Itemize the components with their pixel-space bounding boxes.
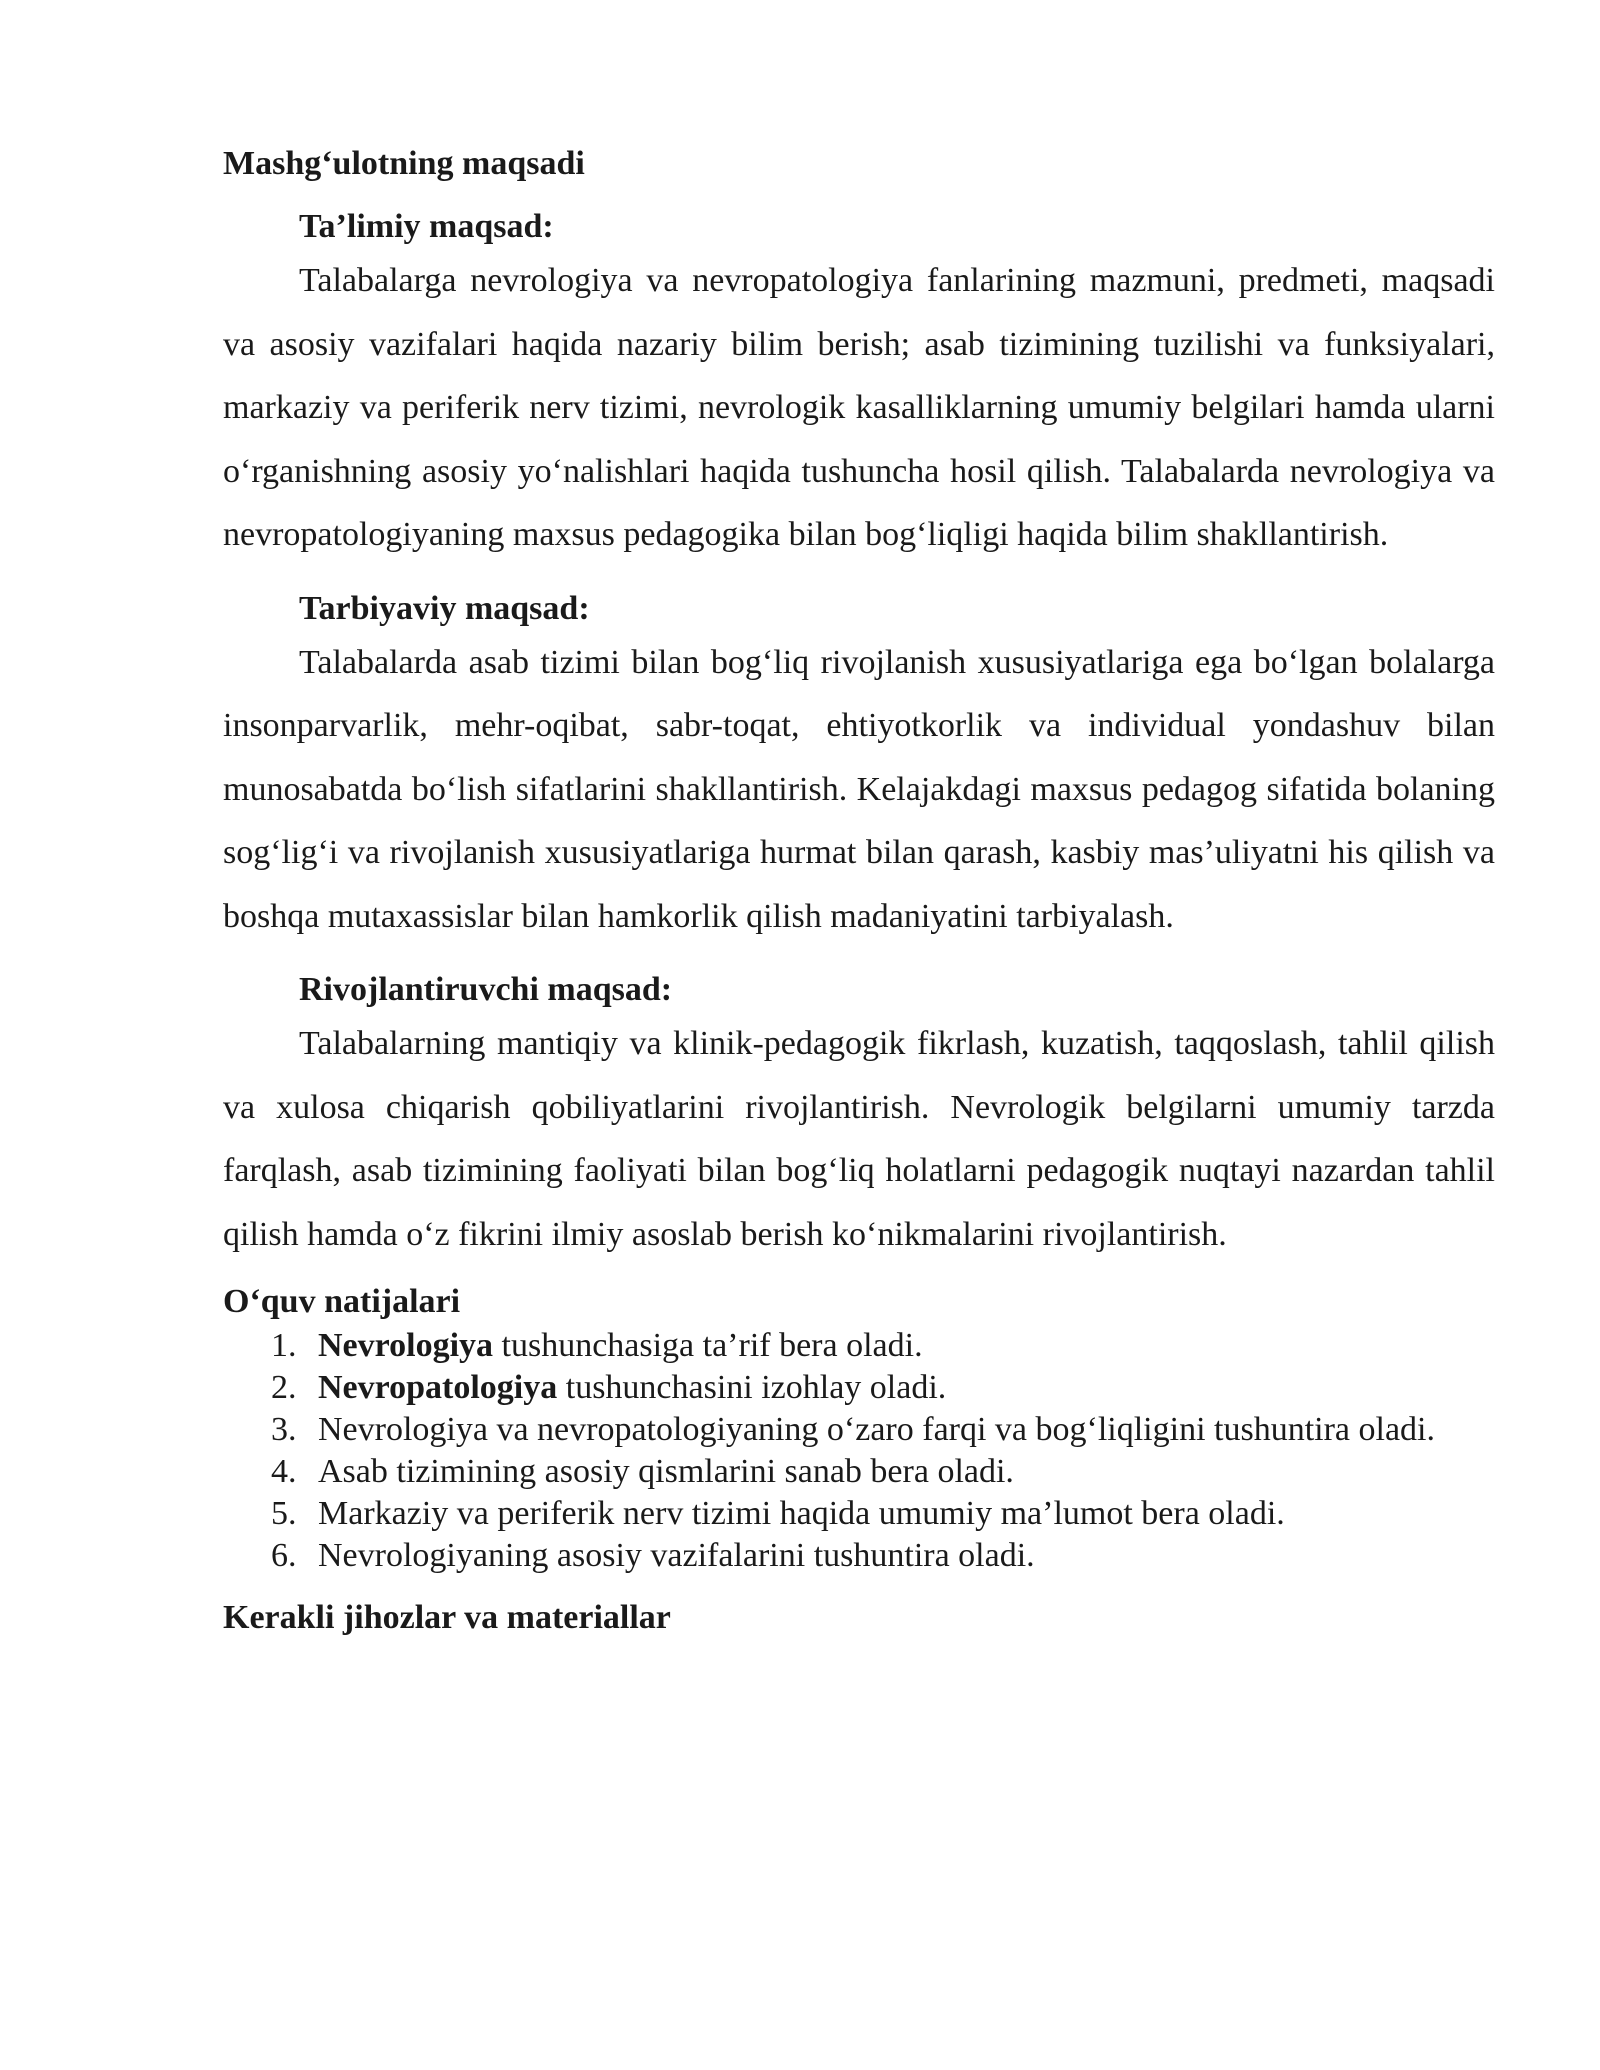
list-item xyxy=(223,1367,1495,1409)
list-item-text: Nevrologiya va nevropatologiyaning o‘zaro farqi va bog‘liqligini tushuntira oladi. xyxy=(318,1411,1435,1448)
list-item-text: Asab tizimining asosiy qismlarini sanab bera oladi. xyxy=(318,1453,1014,1490)
list-item-text: Nevrologiyaning asosiy vazifalarini tushuntira oladi. xyxy=(318,1537,1035,1574)
list-item-number: 6. xyxy=(271,1537,297,1574)
list-item-number: 5. xyxy=(271,1495,297,1532)
list-item-number: 2. xyxy=(271,1369,297,1406)
list-item xyxy=(223,1409,1495,1451)
results-heading: O‘quv natijalari xyxy=(223,1283,461,1320)
list-item xyxy=(223,1325,1495,1367)
document-page xyxy=(223,143,1495,1639)
list-item-text: tushunchasiga ta’rif bera oladi. xyxy=(493,1327,923,1364)
section-text-rivojlantiruvchi: Talabalarning mantiqiy va klinik-pedagogik fikrlash, kuzatish, taqqoslash, tahlil qilish va xulosa chiqarish qobiliyatlarini rivojlantirish. Nevrologik belgilarni umumiy tarzda farqlash, asab tizimining faoliyati bilan bog‘liq holatlarni pedagogik nuqtayi nazardan tahlil qilish hamda o‘z fikrini ilmiy asoslab berish ko‘nikmalarini rivojlantirish. xyxy=(223,1025,1495,1253)
list-item-text: Markaziy va periferik nerv tizimi haqida umumiy ma’lumot bera oladi. xyxy=(318,1495,1285,1532)
section-label-rivojlantiruvchi: Rivojlantiruvchi maqsad: xyxy=(299,971,673,1008)
list-item-bold: Nevrologiya xyxy=(318,1327,494,1364)
list-item-number: 1. xyxy=(271,1327,297,1364)
section-label-tarbiyaviy: Tarbiyaviy maqsad: xyxy=(299,589,590,627)
list-item xyxy=(223,1451,1495,1493)
list-item-number: 3. xyxy=(271,1411,297,1448)
list-item-number: 4. xyxy=(271,1453,297,1490)
list-item xyxy=(223,1535,1495,1577)
list-item-text: tushunchasini izohlay oladi. xyxy=(557,1369,947,1406)
list-item xyxy=(223,1493,1495,1535)
results-list xyxy=(223,1325,1495,1577)
section-label-talimiy: Ta’limiy maqsad: xyxy=(299,208,554,245)
section-text-tarbiyaviy: Talabalarda asab tizimi bilan bog‘liq rivojlanish xususiyatlariga ega bo‘lgan bolalarga insonparvarlik, mehr-oqibat, sabr-toqat, ehtiyotkorlik va individual yondashuv bilan munosabatda bo‘lish sifatlarini shakllantirish. Kelajakdagi maxsus pedagog sifatida bolaning sog‘lig‘i va rivojlanish xususiyatlariga hurmat bilan qarash, kasbiy mas’uliyatni his qilish va boshqa mutaxassislar bilan hamkorlik qilish madaniyatini tarbiyalash. xyxy=(223,643,1495,935)
list-item-bold: Nevropatologiya xyxy=(318,1369,558,1406)
page-title: Mashg‘ulotning maqsadi xyxy=(223,145,585,182)
materials-heading: Kerakli jihozlar va materiallar xyxy=(223,1599,671,1636)
section-text-talimiy: Talabalarga nevrologiya va nevropatologiya fanlarining mazmuni, predmeti, maqsadi va asosiy vazifalari haqida nazariy bilim berish; asab tizimining tuzilishi va funksiyalari, markaziy va periferik nerv tizimi, nevrologik kasalliklarning umumiy belgilari hamda ularni o‘rganishning asosiy yo‘nalishlari haqida tushuncha hosil qilish. Talabalarda nevrologiya va nevropatologiyaning maxsus pedagogika bilan bog‘liqligi haqida bilim shakllantirish. xyxy=(223,262,1495,553)
